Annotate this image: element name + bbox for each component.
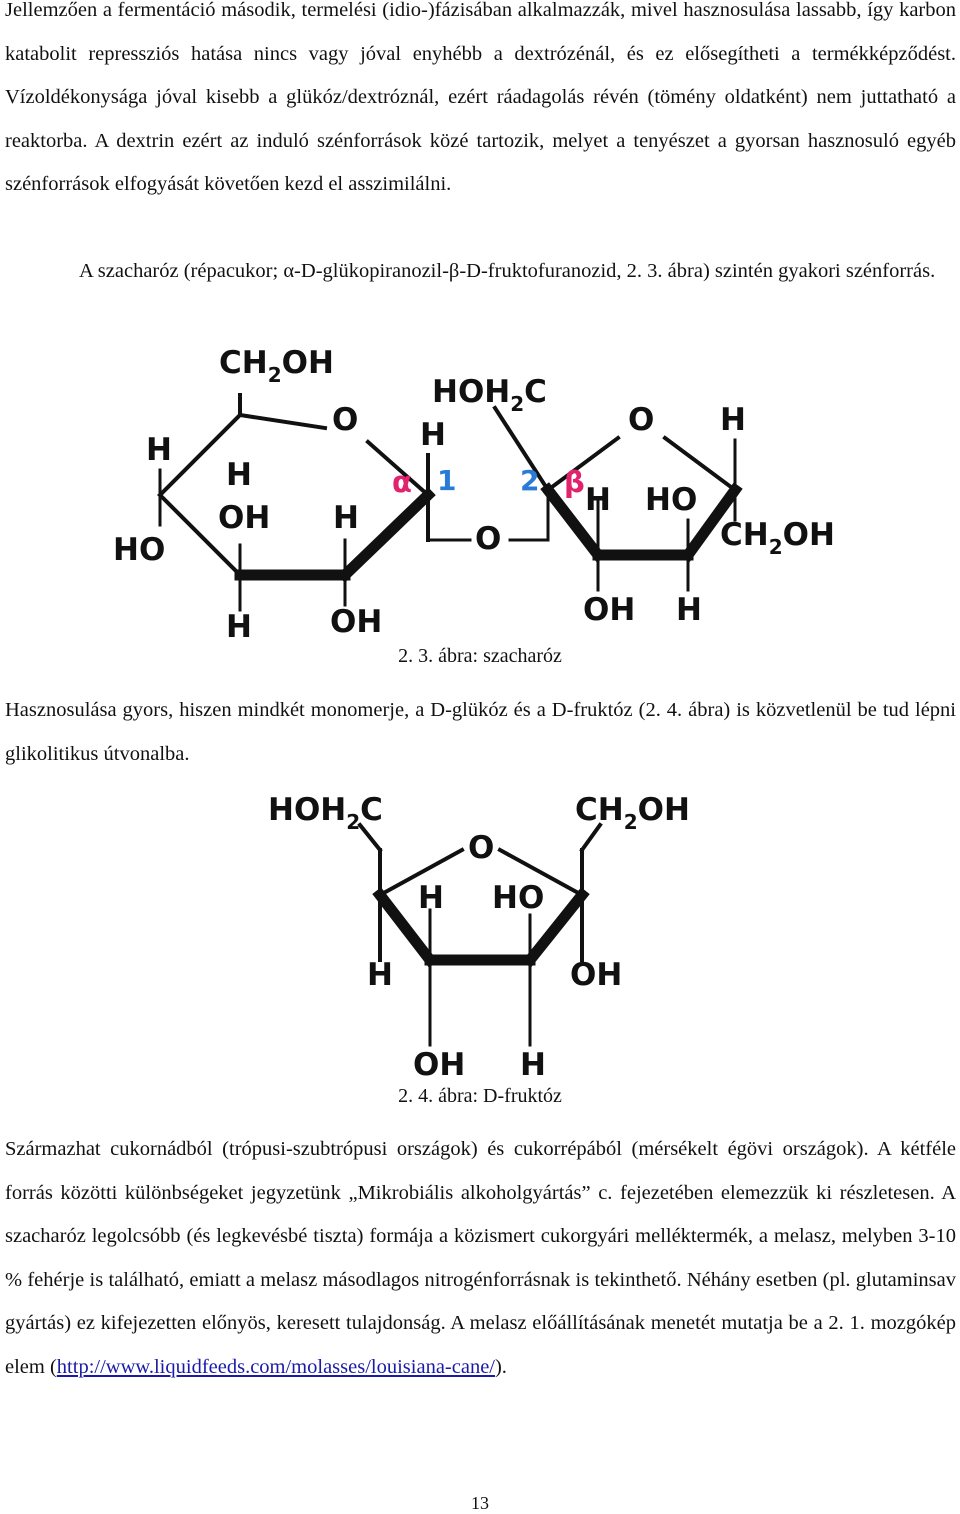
h-label: H — [226, 457, 252, 493]
alpha-label: α — [392, 465, 412, 499]
carbon-2-label: 2 — [520, 464, 540, 497]
paragraph-molasses-end: ). — [494, 1355, 507, 1378]
h-label: H — [720, 402, 746, 438]
ch2oh-group: $CH_2OH$ — [575, 792, 690, 834]
paragraph-molasses — [5, 1128, 956, 1389]
ch2oh-group: $CH_2OH$ — [219, 345, 334, 387]
h-label: H — [585, 482, 611, 518]
h-label: H — [226, 609, 252, 643]
page-number: 13 — [471, 1493, 489, 1513]
oh-label: OH — [570, 957, 623, 993]
h-label: H — [333, 500, 359, 536]
oh-label: OH — [218, 500, 271, 536]
ho-label: HO — [492, 880, 545, 916]
paragraph-molasses-text: Származhat cukornádból (trópusi-szubtrópusi országok) és cukorrépából (mérsékelt égövi országok). A kétféle forrás közötti különbségeket jegyzetünk „Mikrobiális alkoholgyártás” c. fejezetében elemezzük ki részletesen. A szacharóz legolcsóbb (és legkevésbé tiszta) formája a közismert cukorgyári melléktermék, a melasz, melyben 3-10 % fehérje is található, emiatt a melasz másodlagos nitrogénforrásnak is tekinthető. Néhány esetben (pl. glutaminsav gyártás) ez kifejezetten előnyös, keresett tulajdonság. A melasz előállításának menetét mutatja be a 2. 1. mozgókép elem ( — [5, 1138, 956, 1378]
oh-label: OH — [583, 592, 636, 628]
h-label: H — [146, 432, 172, 468]
ring-oxygen-label: O — [628, 402, 655, 438]
molasses-video-link[interactable]: http://www.liquidfeeds.com/molasses/louisiana-cane/ — [56, 1355, 495, 1378]
paragraph-sucrose-intro: A szacharóz (répacukor; α-D-glükopiranozil-β-D-fruktofuranozid, 2. 3. ábra) szintén gyakori szénforrás. — [79, 260, 936, 282]
hoh2c-group: $HOH_2C$ — [268, 792, 383, 834]
h-label: H — [418, 880, 444, 916]
figure-caption-sucrose: 2. 3. ábra: szacharóz — [398, 645, 562, 667]
h-label: H — [520, 1047, 546, 1083]
h-label: H — [367, 957, 393, 993]
sucrose-structure-figure — [100, 338, 860, 643]
glycosidic-oxygen-label: O — [475, 521, 502, 557]
oh-label: OH — [413, 1047, 466, 1083]
h-label: H — [420, 417, 446, 453]
ho-label: HO — [645, 482, 698, 518]
h-label: H — [676, 592, 702, 628]
figure-caption-fructose: 2. 4. ábra: D-fruktóz — [398, 1085, 562, 1107]
fructose-structure-figure — [260, 785, 710, 1085]
ho-label: HO — [113, 532, 166, 568]
ring-oxygen-label: O — [332, 402, 359, 438]
oh-label: OH — [330, 604, 383, 640]
ch2oh-group: $CH_2OH$ — [720, 517, 835, 559]
carbon-1-label: 1 — [437, 464, 457, 497]
hoh2c-group: $HOH_2C$ — [432, 374, 547, 416]
beta-label: β — [564, 465, 585, 499]
paragraph-fermentation: Jellemzően a fermentáció második, termelési (idio-)fázisában alkalmazzák, mivel hasznosulása lassabb, így karbon katabolit repressziós hatása nincs vagy jóval enyhébb a dextrózénál, és ez elősegítheti a termékképződést. Vízoldékonysága jóval kisebb a glükóz/dextróznál, ezért ráadagolás révén (tömény oldatként) nem juttatható a reaktorba. A dextrin ezért az induló szénforrások közé tartozik, melyet a tenyészet a gyorsan hasznosuló egyéb szénforrások elfogyását követően kezd el asszimilálni. — [5, 0, 956, 195]
paragraph-utilization: Hasznosulása gyors, hiszen mindkét monomerje, a D-glükóz és a D-fruktóz (2. 4. ábra) is közvetlenül be tud lépni glikolitikus útvonalba. — [5, 699, 956, 765]
ring-oxygen-label: O — [468, 830, 495, 866]
